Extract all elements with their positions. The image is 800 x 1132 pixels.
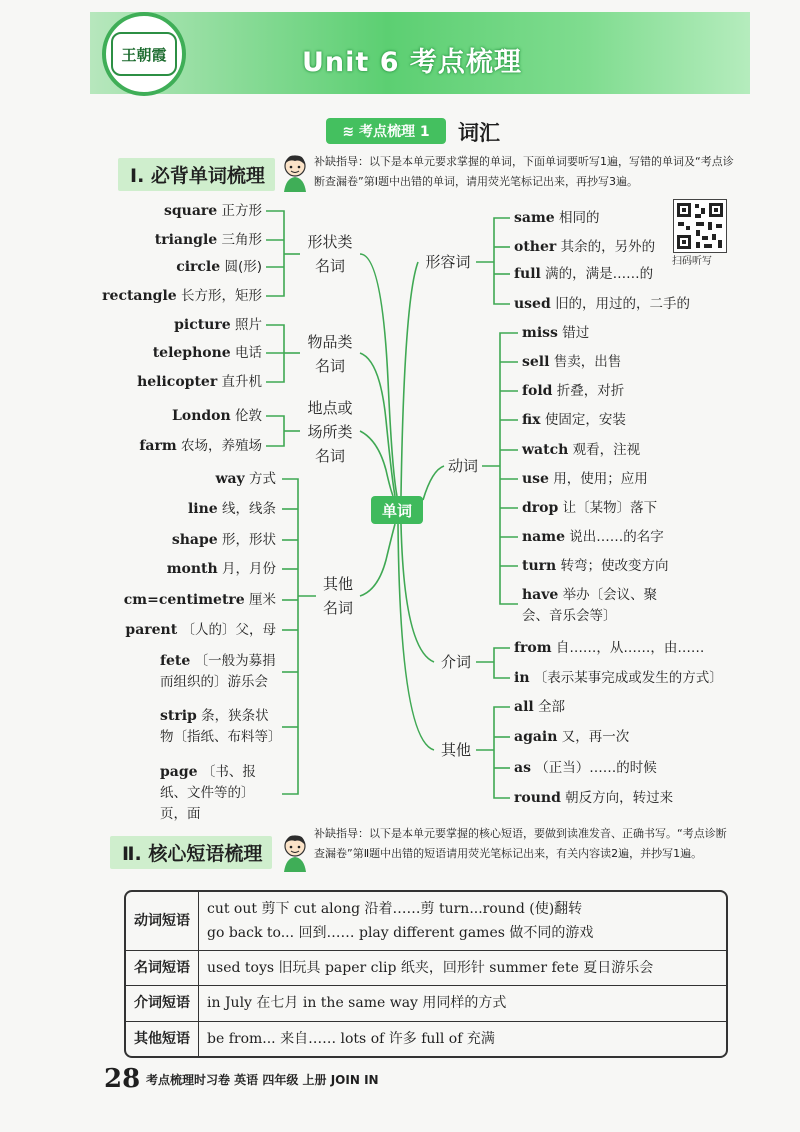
table-row (126, 1021, 726, 1056)
word-item: farm 农场，养殖场 (139, 438, 262, 454)
category-verbs: 动词 (447, 457, 478, 475)
section2-tip: 补缺指导：以下是本单元要掌握的核心短语，要做到读准发音、正确书写。“考点诊断查漏卷”第Ⅱ题中出错的短语请用荧光笔标记出来，有关内容读2遍，并抄写1遍。 (314, 827, 727, 860)
category-object-nouns: 物品类名词 (307, 333, 353, 375)
student-avatar-icon (278, 832, 312, 872)
phrase-category: 名词短语 (126, 950, 199, 986)
phrase-cell: used toys 旧玩具 paper clip 纸夹，回形针 summer fete 夏日游乐会 (199, 950, 727, 986)
table-row (126, 986, 726, 1022)
word-item: round 朝反方向，转过来 (514, 790, 674, 806)
word-item: miss 错过 (522, 325, 590, 341)
word-item: cm=centimetre 厘米 (123, 592, 276, 608)
section-badge: ≋ 考点梳理 1 (326, 118, 446, 144)
word-item: square 正方形 (163, 203, 262, 219)
word-item: London 伦敦 (172, 408, 262, 424)
word-item: circle 圆(形) (176, 259, 262, 275)
brand-logo-text: 王朝霞 (111, 32, 177, 76)
section-title: 词汇 (458, 121, 500, 145)
word-item: telephone 电话 (152, 345, 262, 361)
section2-heading: Ⅱ. 核心短语梳理 (110, 836, 272, 869)
phrase-category: 动词短语 (126, 892, 199, 950)
section1-heading: Ⅰ. 必背单词梳理 (118, 158, 275, 191)
word-item: shape 形，形状 (171, 532, 276, 548)
phrase-cell: be from... 来自…… lots of 许多 full of 充满 (207, 1030, 495, 1047)
word-item: watch 观看，注视 (522, 442, 641, 458)
word-item: from 自……，从……，由…… (514, 640, 705, 656)
word-item: full 满的，满是……的 (514, 266, 654, 282)
phrase-table (124, 890, 728, 1058)
word-item: name 说出……的名字 (522, 529, 664, 545)
word-item: month 月，月份 (166, 561, 276, 577)
page-number: 28 (104, 1064, 141, 1094)
category-place-nouns: 地点或场所类名词 (307, 399, 353, 465)
word-item: fix 使固定，安装 (522, 412, 626, 428)
word-item: drop 让〔某物〕落下 (522, 500, 658, 516)
category-shape-nouns: 形状类名词 (307, 233, 353, 275)
word-item: rectangle 长方形，矩形 (102, 288, 262, 304)
word-item: use 用，使用；应用 (522, 471, 648, 487)
word-item: again 又，再一次 (514, 729, 630, 745)
word-item: have 举办〔会议、聚会、音乐会等〕 (522, 587, 658, 624)
phrase-cell: in July 在七月 in the same way 用同样的方式 (199, 986, 727, 1022)
word-item: as （正当）……的时候 (514, 760, 657, 776)
qr-caption: 扫码听写 (672, 256, 712, 267)
word-item: fete 〔一般为募捐而组织的〕游乐会 (160, 653, 276, 690)
category-others: 其他 (440, 741, 471, 759)
table-row (126, 950, 726, 986)
word-item: strip 条，狭条状物〔指纸、布料等〕 (160, 708, 282, 745)
category-prepositions: 介词 (440, 653, 471, 671)
word-item: page 〔书、报纸、文件等的〕页，面 (160, 764, 256, 822)
word-item: way 方式 (215, 471, 276, 487)
word-item: fold 折叠，对折 (522, 383, 625, 399)
category-other-nouns: 其他名词 (322, 575, 353, 617)
section1-tip: 补缺指导：以下是本单元要求掌握的单词，下面单词要听写1遍，写错的单词及“考点诊断查漏卷”第Ⅰ题中出错的单词，请用荧光笔标记出来，再抄写3遍。 (314, 155, 734, 188)
mindmap-center: 单词 (371, 496, 423, 524)
footer-text: 考点梳理时习卷 英语 四年级 上册 JOIN IN (146, 1073, 379, 1087)
word-item: other 其余的，另外的 (514, 239, 656, 255)
phrase-line: go back to... 回到…… play different games 做不同的游戏 (207, 924, 594, 941)
phrase-line: cut out 剪下 cut along 沿着……剪 turn...round (使)翻转 (207, 900, 583, 917)
word-item: in 〔表示某事完成或发生的方式〕 (514, 670, 723, 686)
table-row (126, 892, 726, 950)
word-item: picture 照片 (174, 317, 262, 333)
phrase-category: 其他短语 (126, 1021, 199, 1056)
unit-title: Unit 6 考点梳理 (302, 47, 522, 78)
category-adjectives: 形容词 (425, 253, 471, 271)
phrase-cell (199, 892, 727, 950)
word-item: same 相同的 (514, 210, 600, 226)
word-item: turn 转弯；使改变方向 (522, 558, 669, 574)
word-item: triangle 三角形 (154, 232, 262, 248)
word-item: parent 〔人的〕父，母 (125, 622, 276, 638)
word-item: sell 售卖，出售 (522, 354, 622, 370)
word-item: all 全部 (514, 699, 566, 715)
word-item: helicopter 直升机 (137, 374, 262, 390)
phrase-category: 介词短语 (126, 986, 199, 1022)
word-item: line 线，线条 (187, 501, 276, 517)
word-item: used 旧的，用过的，二手的 (514, 296, 691, 312)
